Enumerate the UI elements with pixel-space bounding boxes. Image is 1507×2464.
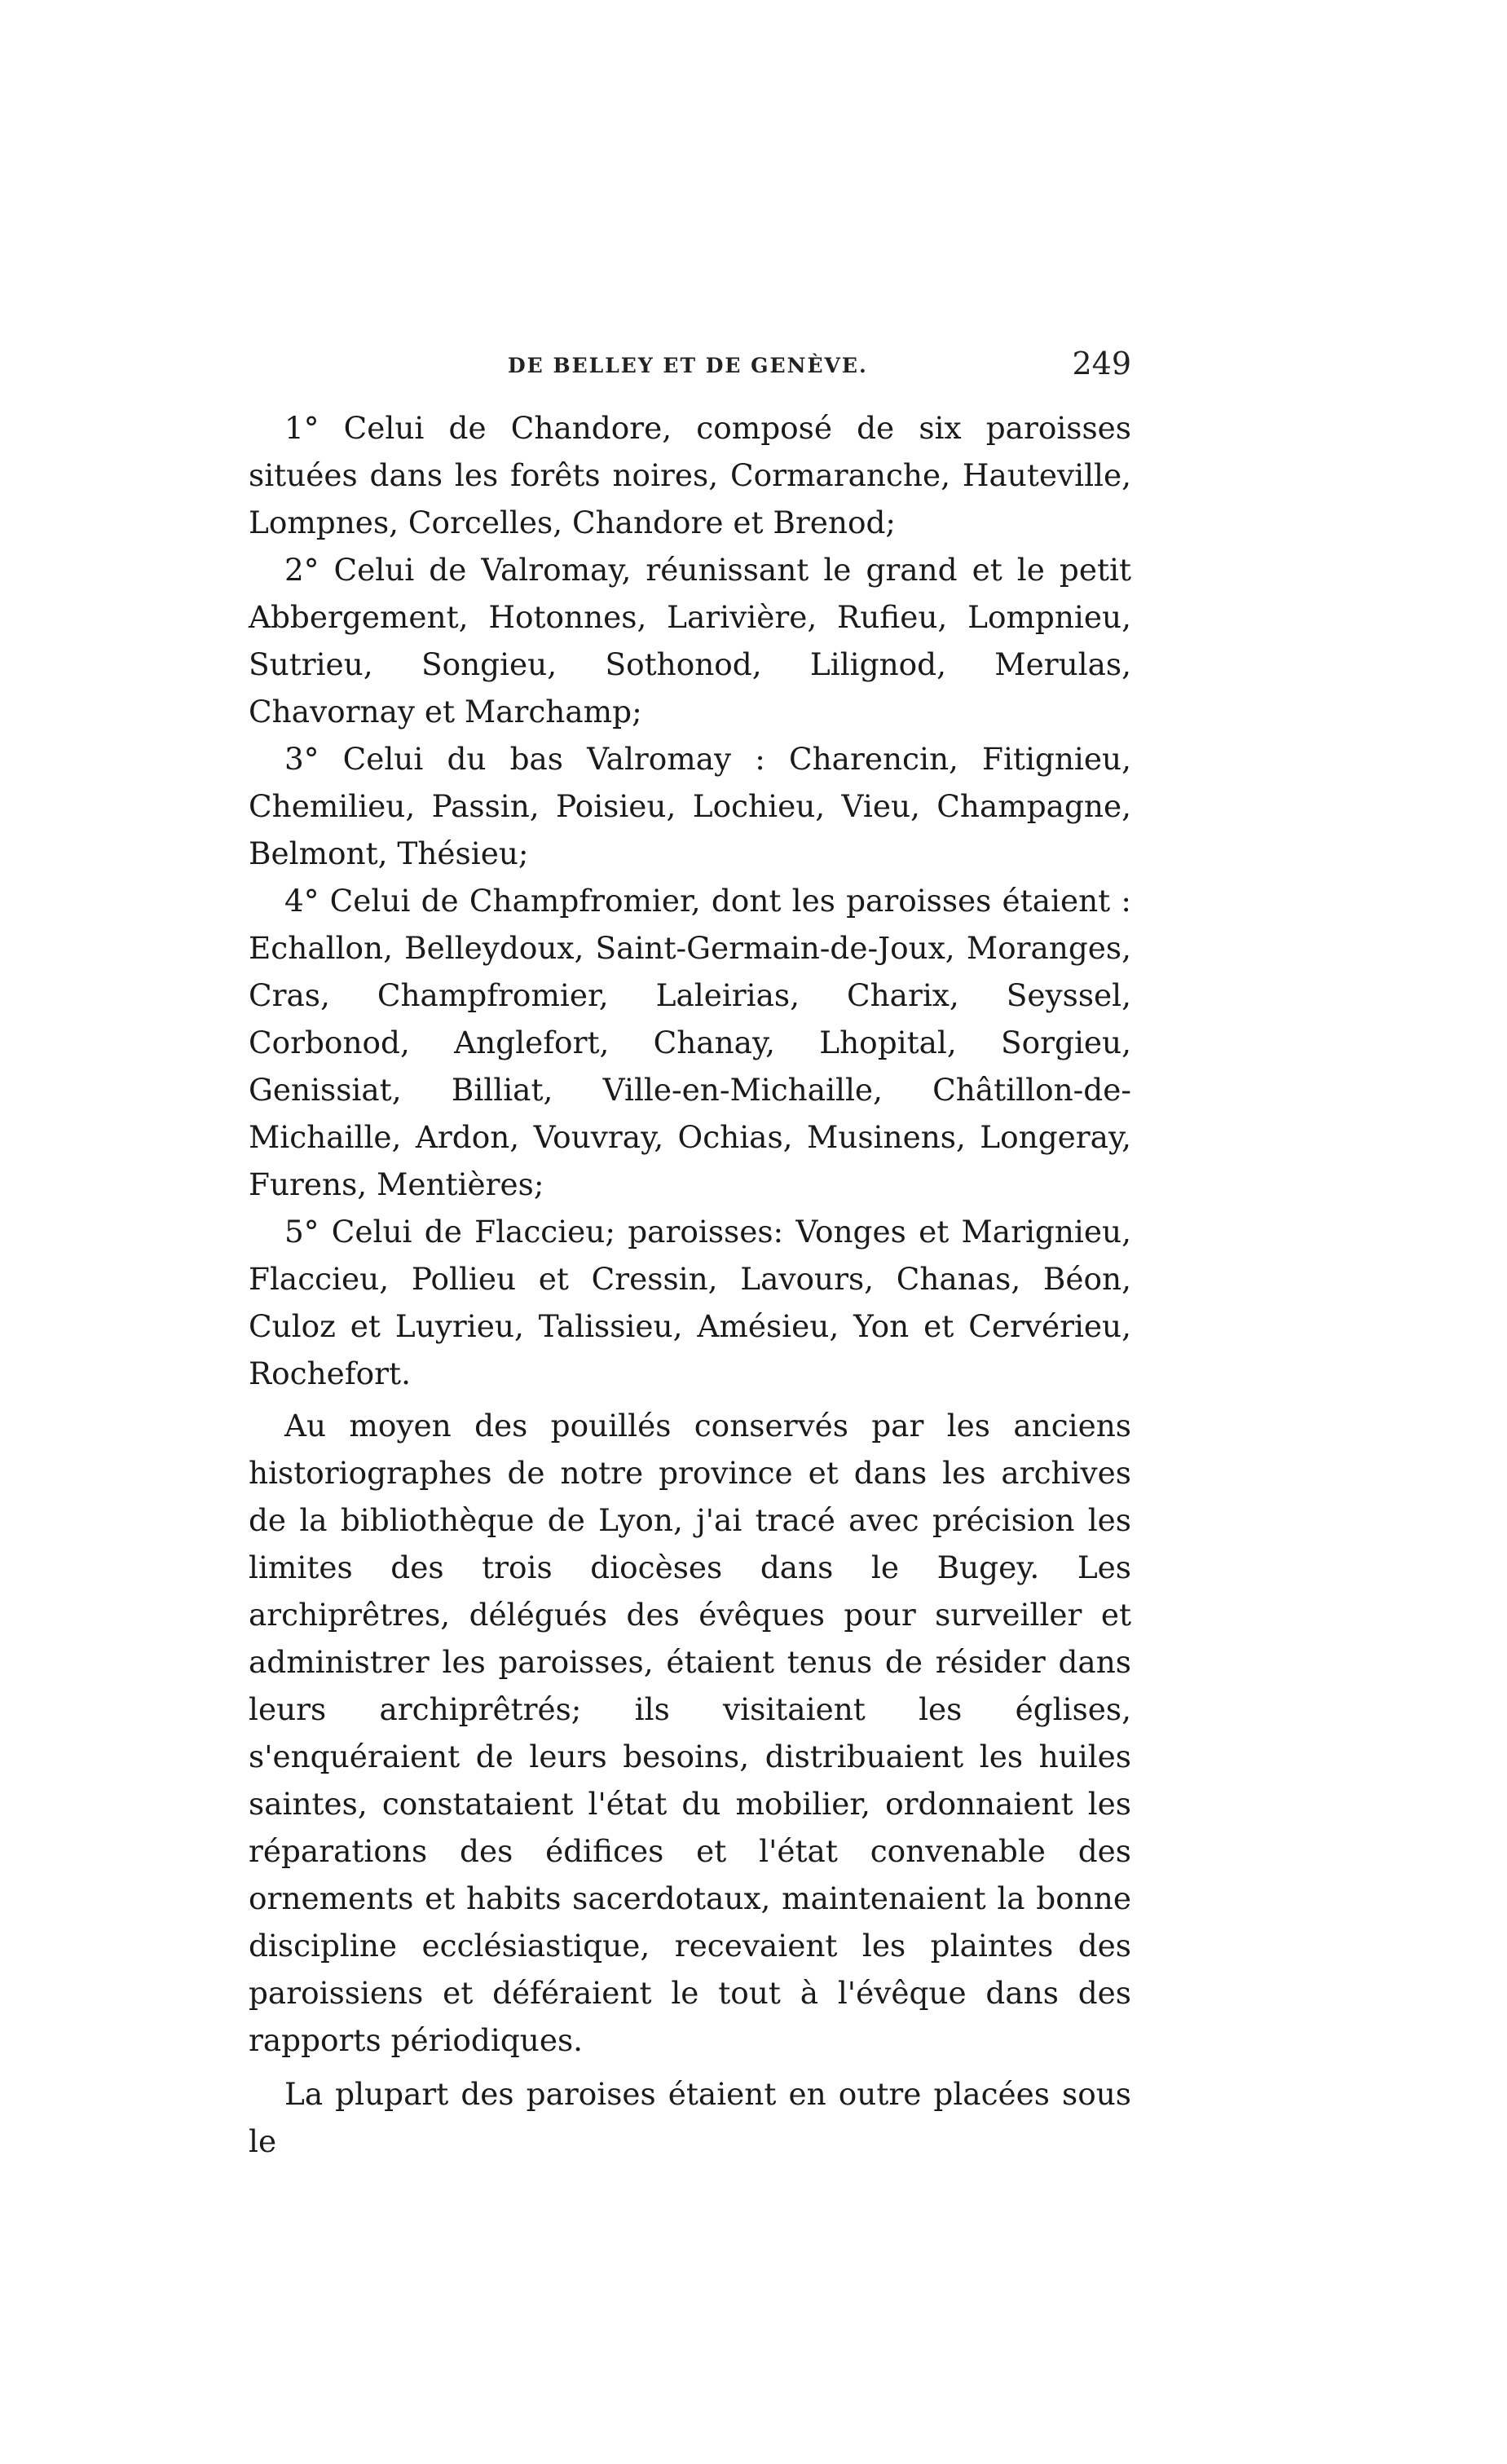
paragraph-archpriestry-3: 3° Celui du bas Valromay : Charencin, Fitignieu, Chemilieu, Passin, Poisieu, Lochieu, Vieu, Champagne, Belmont, Thésieu; xyxy=(249,741,1131,871)
paragraph-continuation: La plupart des paroises étaient en outre placées sous le xyxy=(249,2076,1131,2159)
page-number: 249 xyxy=(1072,346,1131,381)
paragraph-archpriestry-4: 4° Celui de Champfromier, dont les paroisses étaient : Echallon, Belleydoux, Saint-Germain-de-Joux, Moranges, Cras, Champfromier, Laleirias, Charix, Seyssel, Corbonod, Anglefort, Chanay, Lhopital, Sorgieu, Genissiat, Billiat, Ville-en-Michaille, Châtillon-de-Michaille, Ardon, Vouvray, Ochias, Musinens, Longeray, Furens, Mentières; xyxy=(249,883,1131,1202)
paragraph-archpriestry-2: 2° Celui de Valromay, réunissant le grand et le petit Abbergement, Hotonnes, Larivière, Rufieu, Lompnieu, Sutrieu, Songieu, Sothonod, Lilignod, Merulas, Chavornay et Marchamp; xyxy=(249,552,1131,730)
running-head xyxy=(249,342,1131,391)
running-title: DE BELLEY ET DE GENÈVE. xyxy=(508,354,868,377)
paragraph-archpriestry-1: 1° Celui de Chandore, composé de six paroisses situées dans les forêts noires, Cormaranche, Hauteville, Lompnes, Corcelles, Chandore et Brenod; xyxy=(249,410,1131,540)
paragraph-archpriestry-5: 5° Celui de Flaccieu; paroisses: Vonges et Marignieu, Flaccieu, Pollieu et Cressin, Lavours, Chanas, Béon, Culoz et Luyrieu, Talissieu, Amésieu, Yon et Cervérieu, Rochefort. xyxy=(249,1214,1131,1391)
book-page xyxy=(249,342,1131,2165)
paragraph-archpriests-duties: Au moyen des pouillés conservés par les anciens historiographes de notre province et dans les archives de la bibliothèque de Lyon, j'ai tracé avec précision les limites des trois diocèses dans le Bugey. Les archiprêtres, délégués des évêques pour surveiller et administrer les paroisses, étaient tenus de résider dans leurs archiprêtrés; ils visitaient les églises, s'enquéraient de leurs besoins, distribuaient les huiles saintes, constataient l'état du mobilier, ordonnaient les réparations des édifices et l'état convenable des ornements et habits sacerdotaux, maintenaient la bonne discipline ecclésiastique, recevaient les plaintes des paroissiens et déféraient le tout à l'évêque dans des rapports périodiques. xyxy=(249,1408,1131,2058)
body-text xyxy=(249,404,1131,2165)
